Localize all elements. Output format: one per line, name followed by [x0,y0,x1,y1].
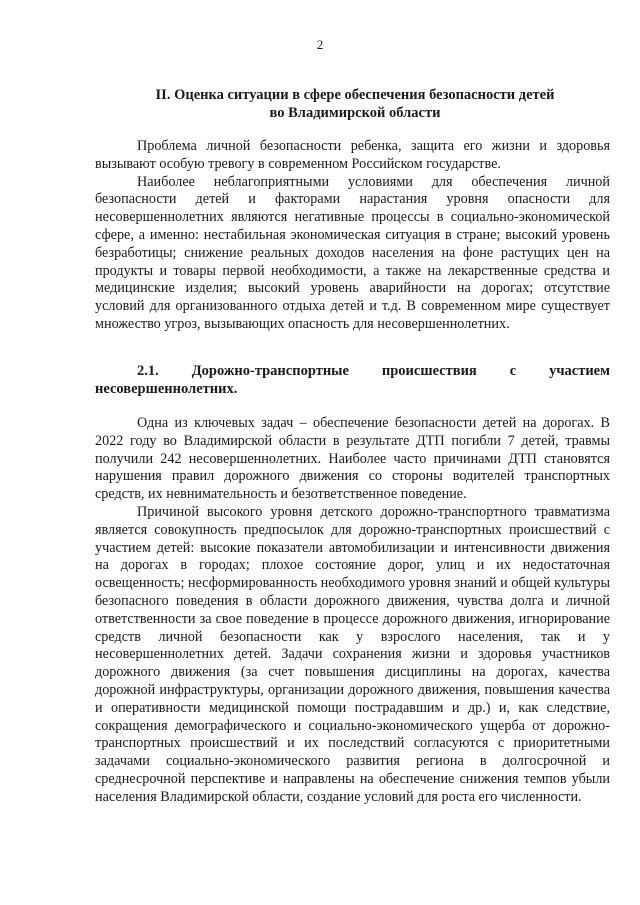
subsection-word: происшествия [381,363,477,379]
section-2-body [95,415,610,807]
paragraph: Наиболее неблагоприятными условиями для обеспечения личной безопасности детей и факторами нарастания уровня опасности для несовершеннолетних являются негативные процессы в социально-экономической сфере, а именно: нестабильная экономическая ситуация в стране; высокий уровень безработицы; снижение реальных доходов населения на фоне растущих цен на продукты и товары первой необходимости, а также на лекарственные средства и медицинские изделия; высокий уровень аварийности на дорогах; отсутствие условий для организованного отдыха детей и т.д. В современном мире существует множество угроз, вызывающих опасность для несовершеннолетних. [95,173,610,332]
subsection-word: Дорожно-транспортные [191,363,349,379]
section-heading-line-1: II. Оценка ситуации в сфере обеспечения безопасности детей [155,87,555,103]
section-heading-line-2: во Владимирской области [269,105,441,121]
subsection-heading [95,362,610,398]
subsection-heading-line-1 [95,362,610,380]
subsection-word: с [509,363,517,379]
subsection-heading-line-2: несовершеннолетних. [95,381,238,397]
section-heading [95,86,615,122]
subsection-number: 2.1. [137,363,159,379]
section-1-body [95,138,610,334]
page-number: 2 [316,37,324,52]
paragraph: Проблема личной безопасности ребенка, защита его жизни и здоровья вызывают особую тревогу в современном Российском государстве. [95,138,610,172]
paragraph: Причиной высокого уровня детского дорожно-транспортного травматизма является совокупность предпосылок для дорожно-транспортных происшествий с участием детей: высокие показатели автомобилизации и интенсивности движения на дорогах в городах; плохое состояние дорог, улиц и их недостаточная освещенность; несформированность необходимого уровня знаний и общей культуры безопасного поведения в области дорожного движения, чувства долга и личной ответственности за свое поведение в процессе дорожного движения, игнорирование средств личной безопасности как у взрослого населения, так и у несовершеннолетних детей. Задачи сохранения жизни и здоровья участников дорожного движения (за счет повышения дисциплины на дорогах, качества дорожной инфраструктуры, организации дорожного движения, повышения качества и оперативности медицинской помощи пострадавшим и др.) и, как следствие, сокращения демографического и социально-экономического ущерба от дорожно-транспортных происшествий и их последствий согласуются с приоритетными задачами социально-экономического развития региона в долгосрочной и среднесрочной перспективе и направлены на обеспечение снижения темпов убыли населения Владимирской области, создание условий для роста его численности. [95,503,610,805]
paragraph: Одна из ключевых задач – обеспечение безопасности детей на дорогах. В 2022 году во Владимирской области в результате ДТП погибли 7 детей, травмы получили 242 несовершеннолетних. Наиболее часто причинами ДТП становятся нарушения правил дорожного движения со стороны водителей транспортных средств, их невнимательность и безответственное поведение. [95,415,610,503]
subsection-word: участием [549,363,610,379]
